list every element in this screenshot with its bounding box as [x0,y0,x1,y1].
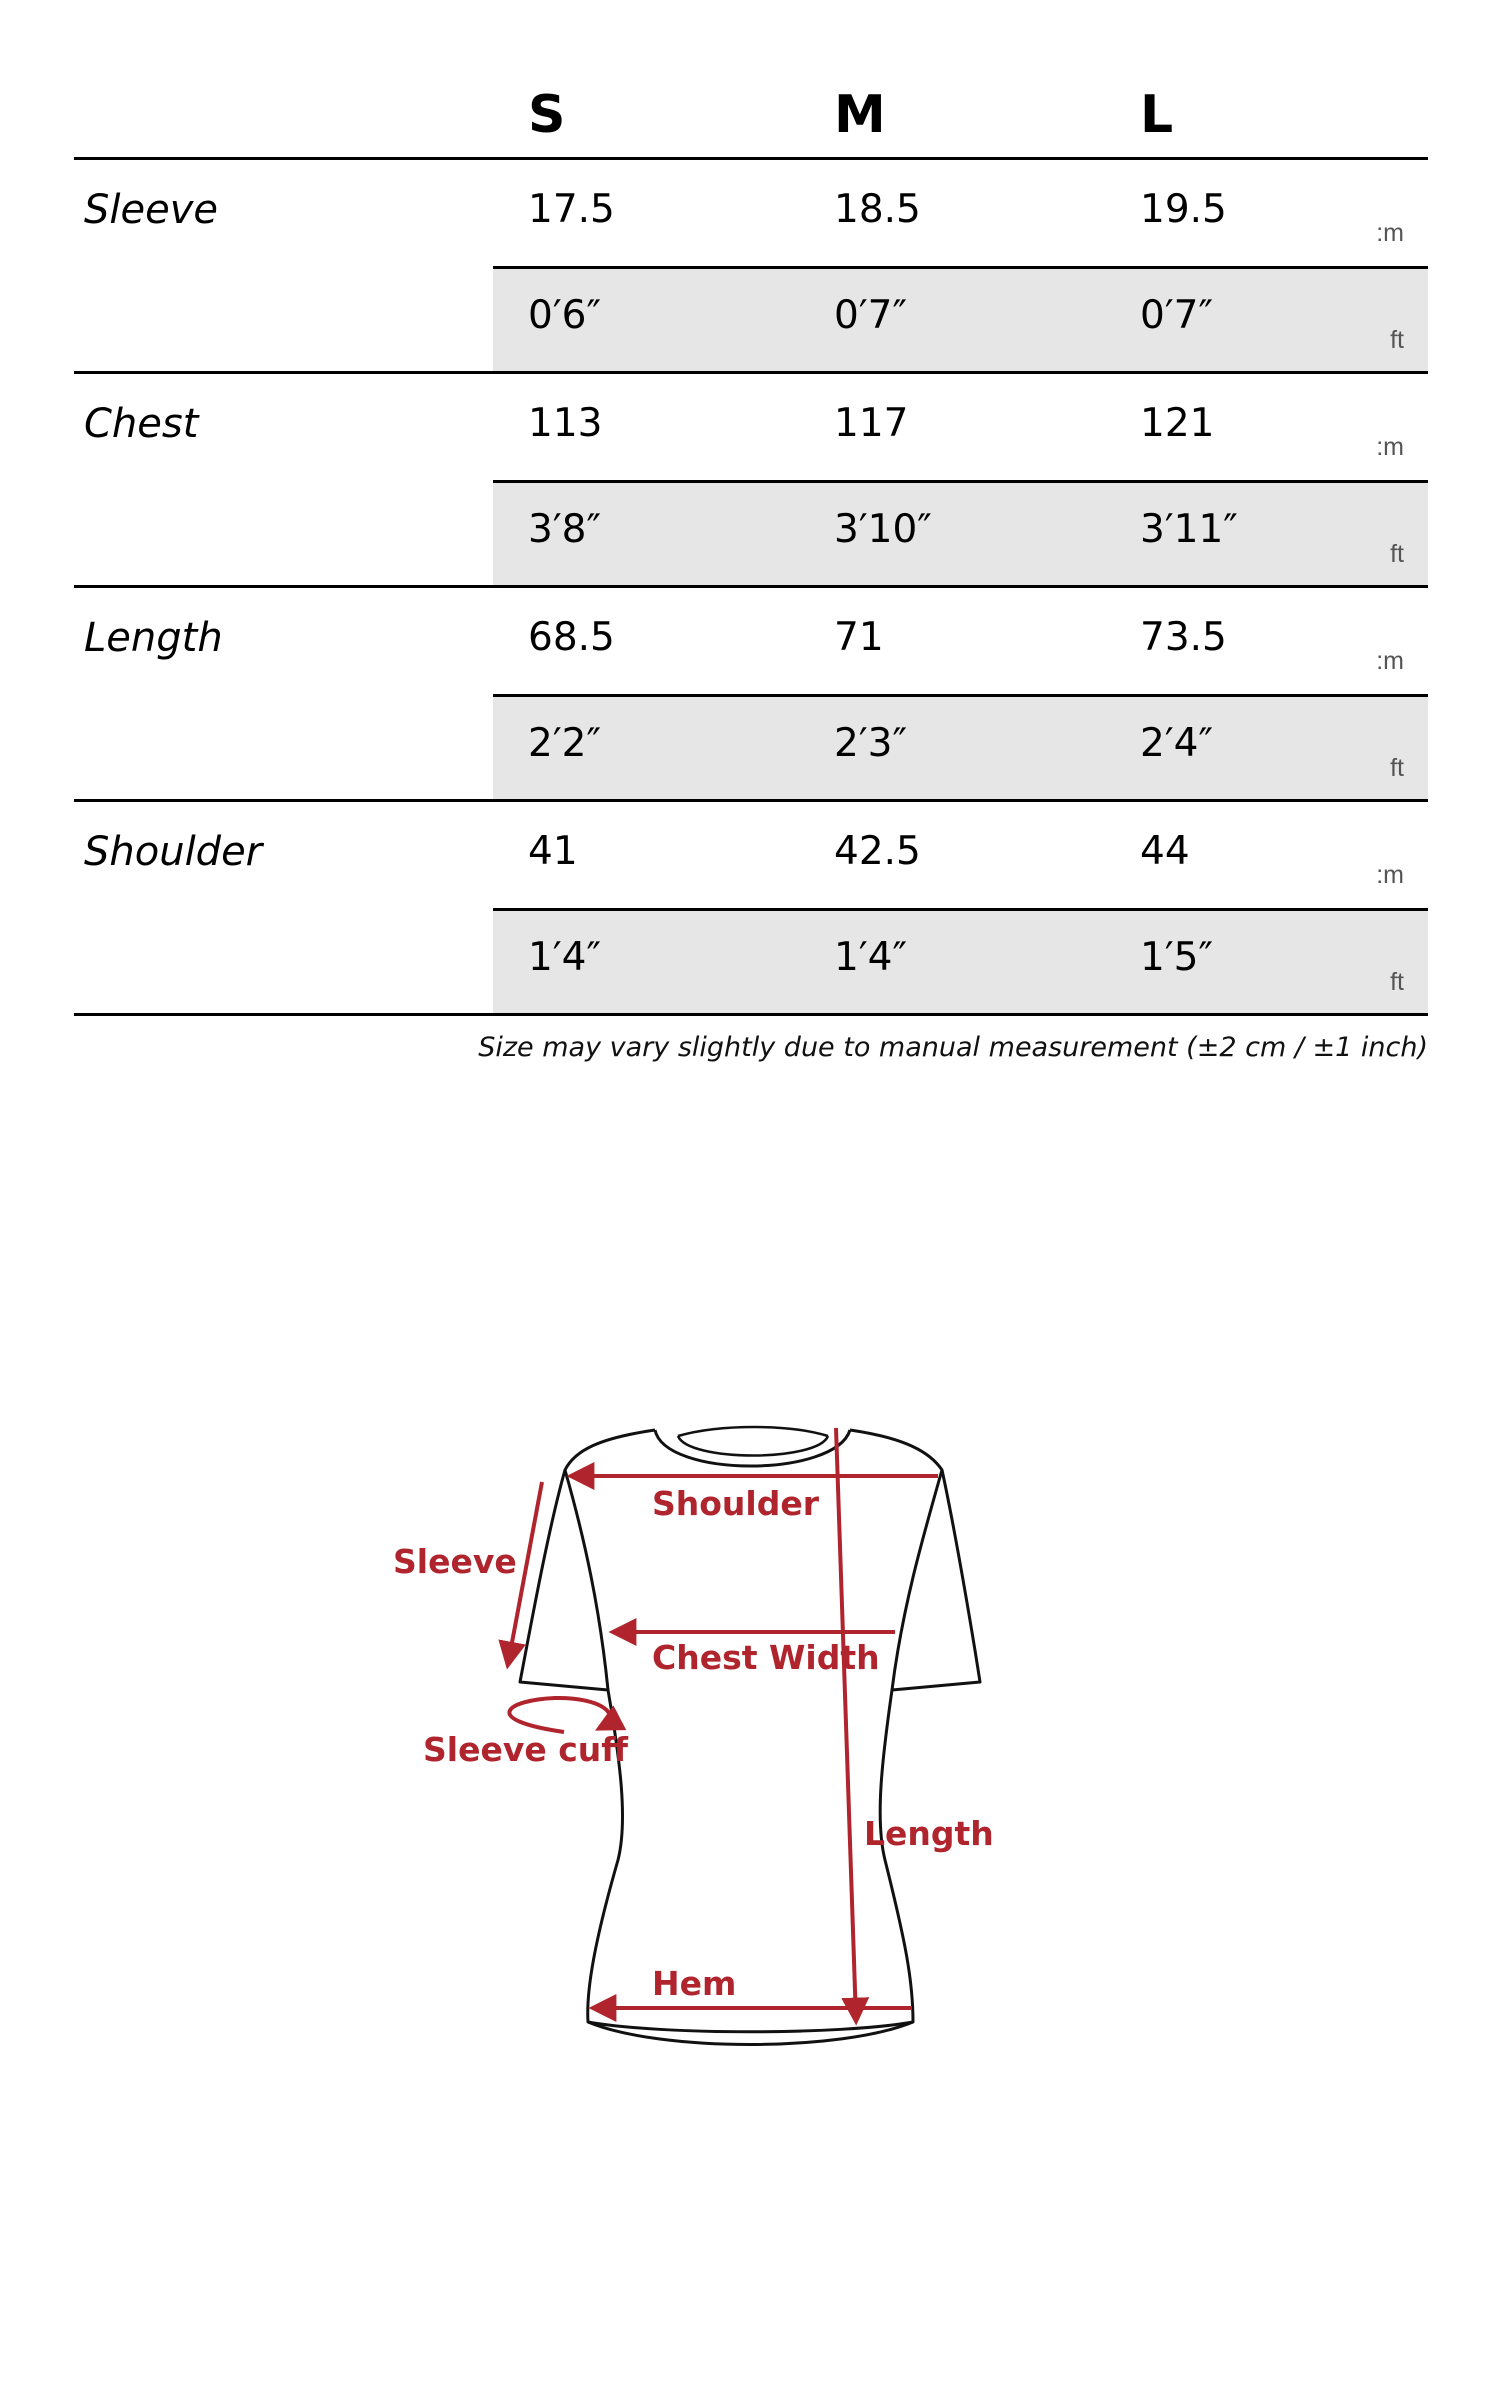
cell-ft-m: 0′7″ [834,293,908,338]
imperial-row-background [493,910,1428,1013]
unit-label-cm: :m [1376,219,1404,247]
cell-ft-m: 1′4″ [834,935,908,980]
cell-ft-l: 2′4″ [1140,721,1214,766]
cell-cm-m: 71 [834,615,884,660]
cell-ft-s: 2′2″ [528,721,602,766]
row-group-chest [74,374,1428,588]
row-label: Shoulder [84,829,263,875]
cell-cm-l: 19.5 [1140,187,1227,232]
cell-cm-s: 41 [528,829,578,874]
size-table [74,0,1428,1100]
unit-label-cm: :m [1376,647,1404,675]
cell-cm-s: 68.5 [528,615,615,660]
row-divider [493,694,1428,697]
cell-cm-m: 117 [834,401,909,446]
row-group-length [74,588,1428,802]
row-label: Length [84,615,223,661]
shoulder-label: Shoulder [652,1484,820,1523]
sleeve-label: Sleeve [393,1542,517,1581]
sleeve-cuff-label: Sleeve cuff [423,1730,629,1769]
cell-ft-m: 2′3″ [834,721,908,766]
unit-label-cm: :m [1376,433,1404,461]
cell-ft-l: 1′5″ [1140,935,1214,980]
hem-label: Hem [652,1964,737,2003]
row-divider [493,266,1428,269]
chest-width-label: Chest Width [652,1638,880,1677]
sleeve-cuff-arrow [509,1698,609,1732]
row-group-sleeve [74,160,1428,374]
unit-label-ft: ft [1390,326,1404,354]
size-header-m: M [834,85,886,145]
cell-ft-s: 3′8″ [528,507,602,552]
cell-ft-s: 1′4″ [528,935,602,980]
unit-label-ft: ft [1390,968,1404,996]
cell-cm-l: 121 [1140,401,1215,446]
cell-cm-l: 73.5 [1140,615,1227,660]
group-divider [74,1013,1428,1016]
imperial-row-background [493,696,1428,799]
row-label: Chest [84,401,199,447]
length-label: Length [864,1814,994,1853]
row-label: Sleeve [84,187,219,233]
row-divider [493,480,1428,483]
cell-cm-s: 17.5 [528,187,615,232]
cell-ft-l: 3′11″ [1140,507,1238,552]
imperial-row-background [493,268,1428,371]
cell-cm-s: 113 [528,401,603,446]
size-header-l: L [1140,85,1174,145]
row-divider [493,908,1428,911]
cell-ft-l: 0′7″ [1140,293,1214,338]
cell-cm-l: 44 [1140,829,1190,874]
size-header-s: S [528,85,566,145]
length-arrow [836,1428,856,2020]
garment-diagram [0,1380,1500,2080]
unit-label-ft: ft [1390,754,1404,782]
cell-ft-s: 0′6″ [528,293,602,338]
measurement-note: Size may vary slightly due to manual measurement (±2 cm / ±1 inch) [478,1032,1428,1063]
imperial-row-background [493,482,1428,585]
unit-label-ft: ft [1390,540,1404,568]
row-group-shoulder [74,802,1428,1016]
cell-ft-m: 3′10″ [834,507,932,552]
cell-cm-m: 18.5 [834,187,921,232]
unit-label-cm: :m [1376,861,1404,889]
cell-cm-m: 42.5 [834,829,921,874]
